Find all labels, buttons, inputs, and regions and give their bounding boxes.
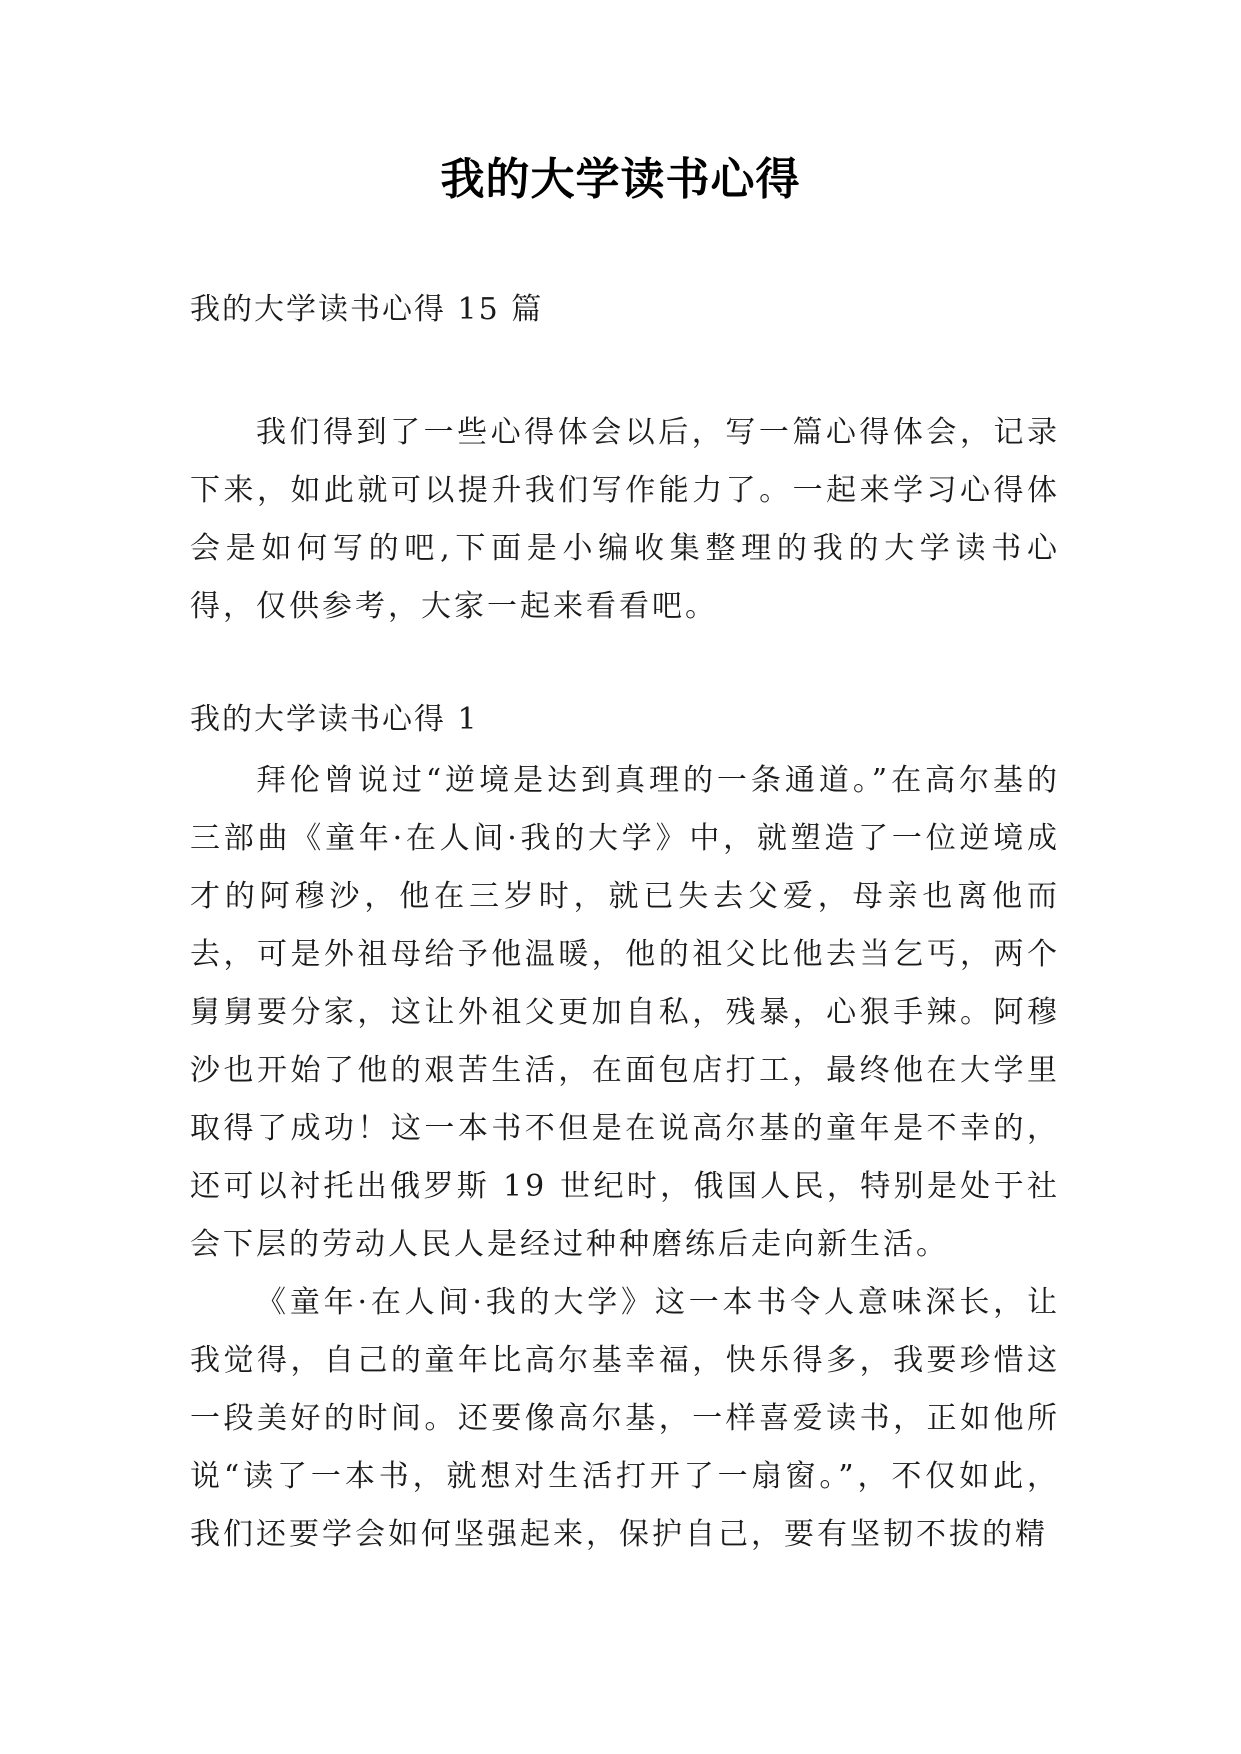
- intro-section: [190, 404, 1060, 636]
- intro-paragraph: 我们得到了一些心得体会以后，写一篇心得体会，记录下来，如此就可以提升我们写作能力了。一起来学习心得体会是如何写的吧,下面是小编收集整理的我的大学读书心得，仅供参考，大家一起来看看吧。: [190, 415, 1060, 624]
- document-subtitle: 我的大学读书心得 15 篇: [190, 292, 544, 327]
- document-title: 我的大学读书心得: [440, 154, 801, 205]
- section-heading: 我的大学读书心得 1: [190, 702, 479, 737]
- body-paragraph-2: 《童年·在人间·我的大学》这一本书令人意味深长，让我觉得，自己的童年比高尔基幸福，快乐得多，我要珍惜这一段美好的时间。还要像高尔基，一样喜爱读书，正如他所说“读了一本书，就想对生活打开了一扇窗。”，不仅如此，我们还要学会如何坚强起来，保护自己，要有坚韧不拔的精: [190, 1285, 1060, 1552]
- body-paragraph-1: 拜伦曾说过“逆境是达到真理的一条通道。”在高尔基的三部曲《童年·在人间·我的大学》中，就塑造了一位逆境成才的阿穆沙，他在三岁时，就已失去父爱，母亲也离他而去，可是外祖母给予他温暖，他的祖父比他去当乞丐，两个舅舅要分家，这让外祖父更加自私，残暴，心狠手辣。阿穆沙也开始了他的艰苦生活，在面包店打工，最终他在大学里取得了成功！这一本书不但是在说高尔基的童年是不幸的，还可以衬托出俄罗斯 19 世纪时，俄国人民，特别是处于社会下层的劳动人民人是经过种种磨练后走向新生活。: [190, 763, 1060, 1262]
- body-section: [190, 752, 1060, 1564]
